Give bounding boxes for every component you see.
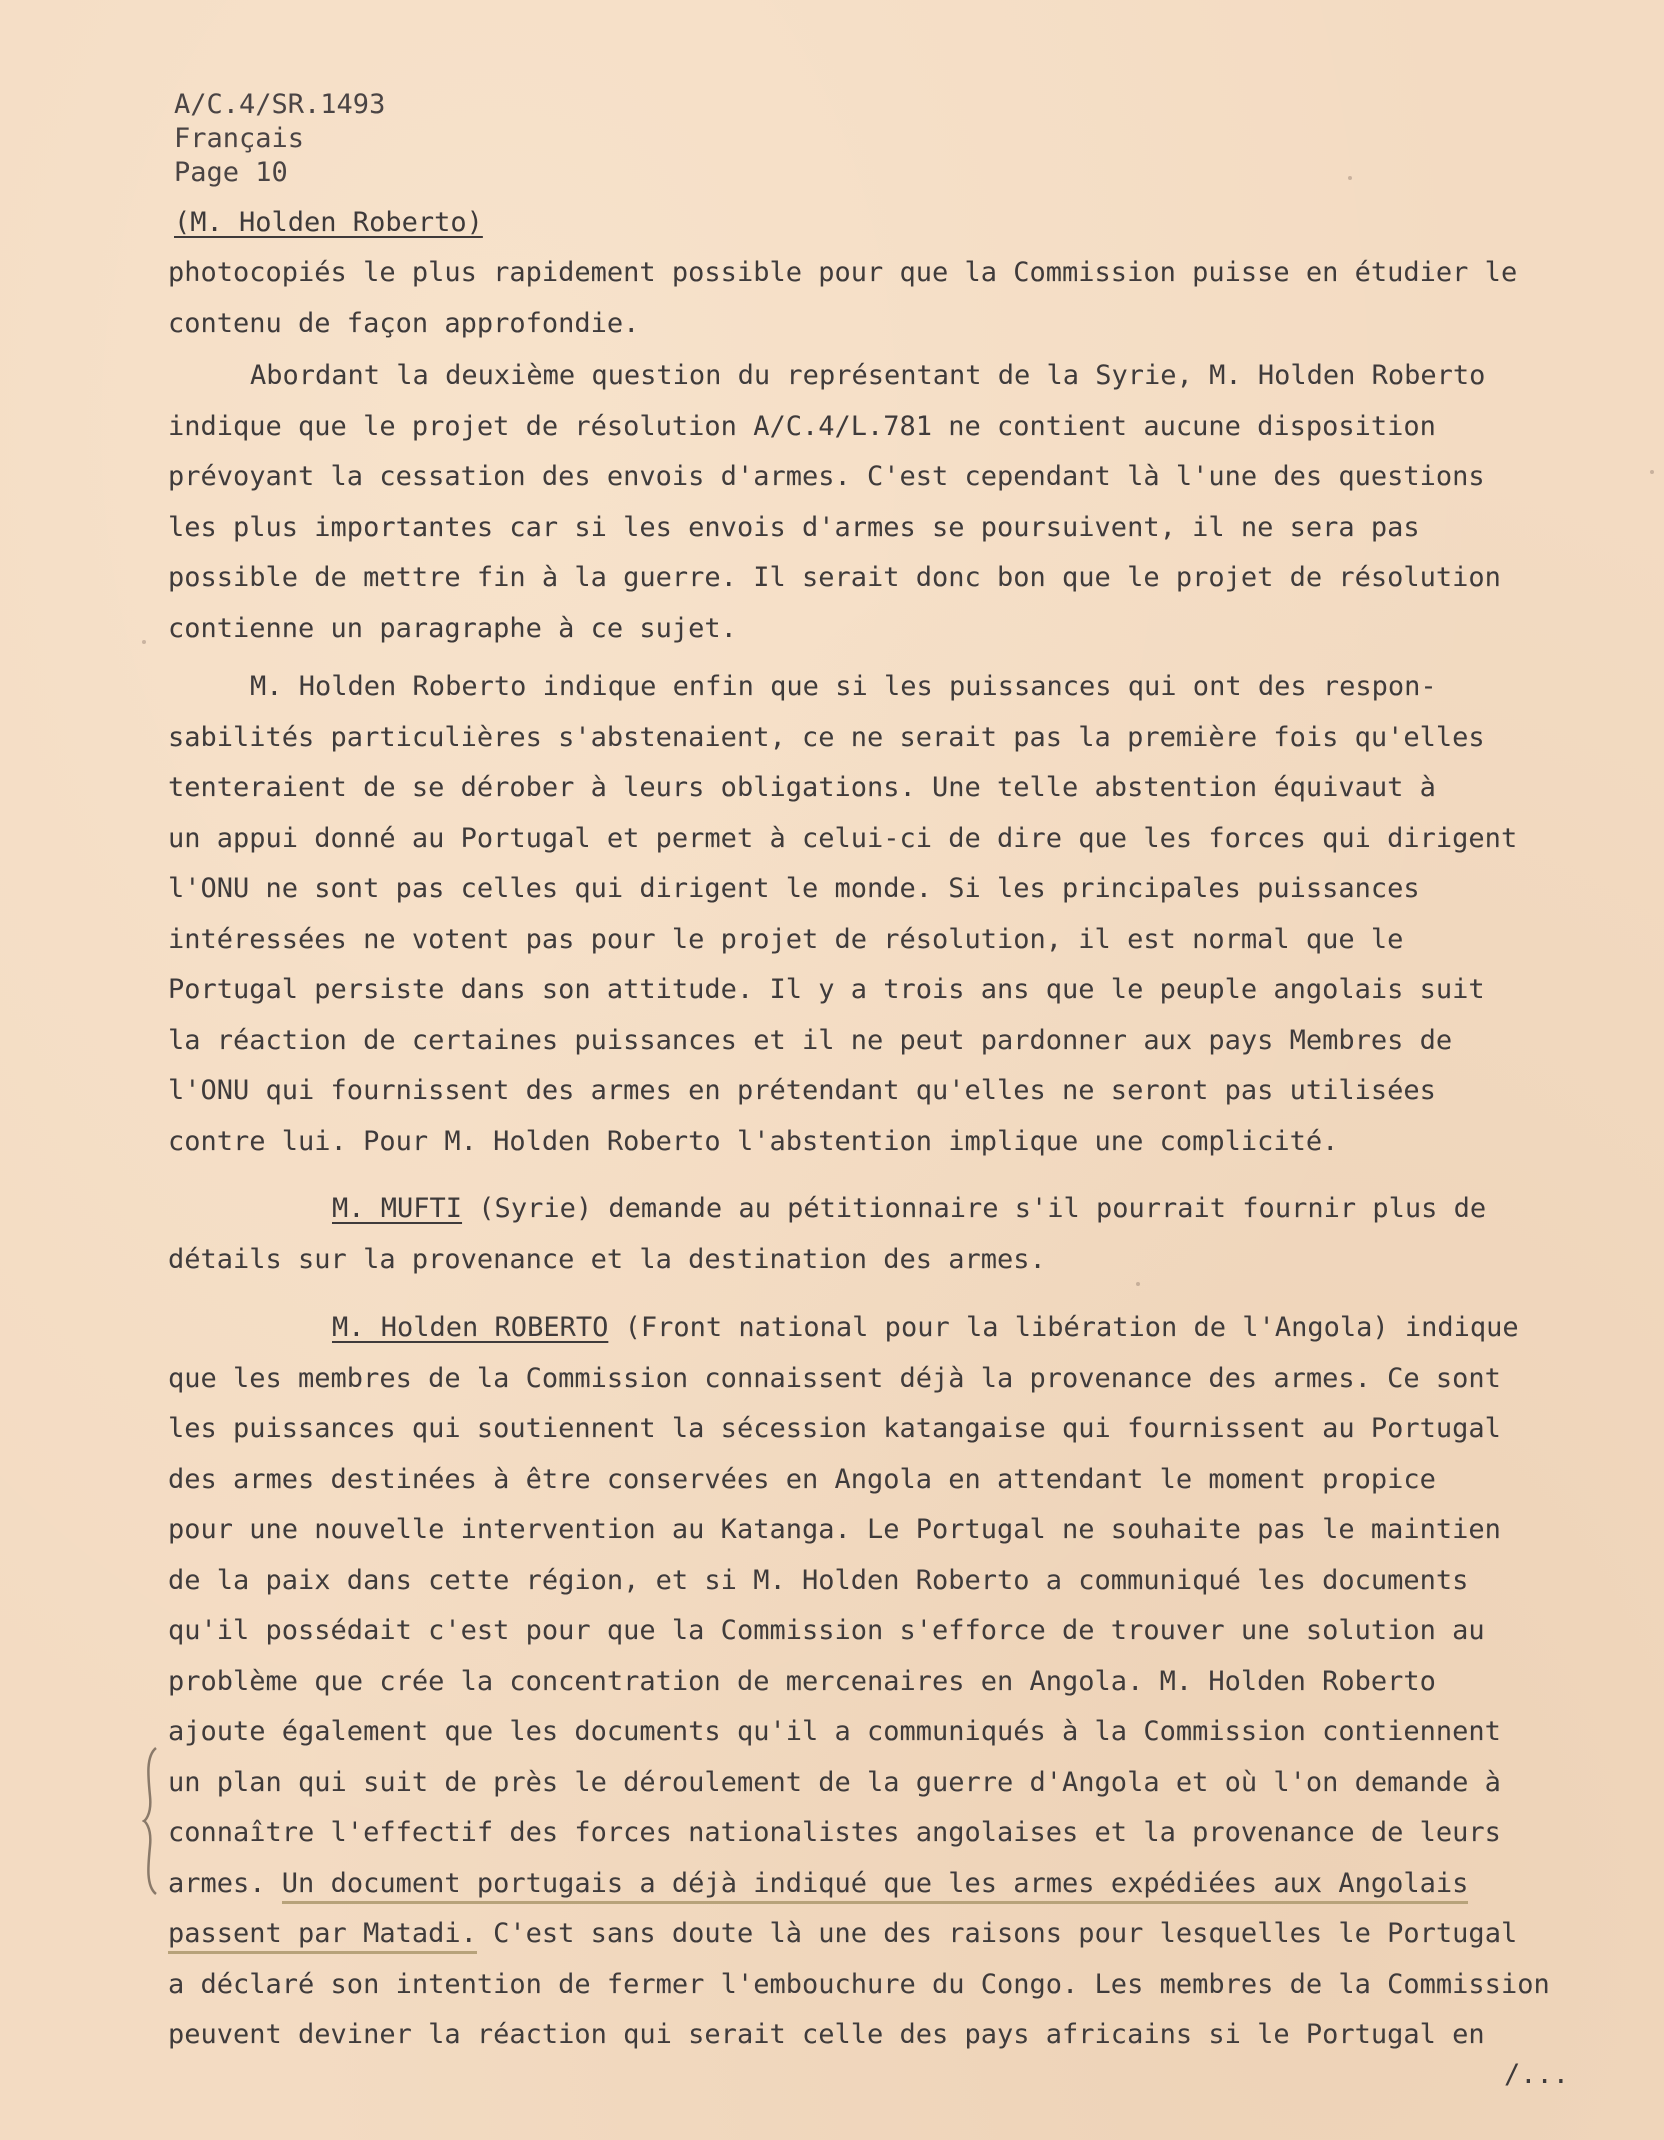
text-line: l'ONU qui fournissent des armes en prétendant qu'elles ne seront pas utilisées — [168, 1075, 1436, 1106]
speaker-reference: (M. Holden Roberto) — [174, 207, 483, 238]
text-line: M. Holden Roberto indique enfin que si les puissances qui ont des respon- — [250, 671, 1437, 702]
text-line: Portugal persiste dans son attitude. Il y a trois ans que le peuple angolais suit — [168, 974, 1485, 1005]
text-line: Abordant la deuxième question du représentant de la Syrie, M. Holden Roberto — [250, 360, 1486, 391]
margin-bracket-annotation — [142, 1746, 160, 1896]
text-line: M. Holden ROBERTO (Front national pour la libération de l'Angola) indique — [332, 1312, 1519, 1343]
text-line: passent par Matadi. C'est sans doute là une des raisons pour lesquelles le Portugal — [168, 1909, 1608, 1960]
paper-speck — [1650, 470, 1654, 474]
highlighted-passage: passent par Matadi. — [168, 1918, 477, 1954]
text-line: les plus importantes car si les envois d'armes se poursuivent, il ne sera pas — [168, 511, 1420, 543]
document-header — [174, 88, 385, 190]
text-line: tenteraient de se dérober à leurs obligations. Une telle abstention équivaut à — [168, 772, 1436, 803]
continuation-mark: /... — [1504, 2059, 1570, 2090]
text-line: connaître l'effectif des forces nationalistes angolaises et la provenance de leurs — [168, 1817, 1501, 1848]
text-line: les puissances qui soutiennent la sécession katangaise qui fournissent au Portugal — [168, 1413, 1501, 1444]
text-line: a déclaré son intention de fermer l'embouchure du Congo. Les membres de la Commission — [168, 1968, 1550, 2000]
paragraph-3 — [168, 662, 1608, 1167]
text-line: prévoyant la cessation des envois d'armes. C'est cependant là l'une des questions — [168, 461, 1485, 492]
text-line: l'ONU ne sont pas celles qui dirigent le monde. Si les principales puissances — [168, 873, 1420, 904]
text-line: détails sur la provenance et la destination des armes. — [168, 1243, 1046, 1275]
text-line: intéressées ne votent pas pour le projet de résolution, il est normal que le — [168, 923, 1404, 955]
text-line: contre lui. Pour M. Holden Roberto l'abstention implique une complicité. — [168, 1125, 1339, 1157]
speaker-name: M. MUFTI — [332, 1193, 463, 1224]
highlighted-passage: Un document portugais a déjà indiqué que les armes expédiées aux Angolais — [282, 1868, 1469, 1904]
text-line: photocopiés le plus rapidement possible pour que la Commission puisse en étudier le — [168, 257, 1518, 288]
paragraph-1 — [168, 248, 1608, 349]
text-line: armes. Un document portugais a déjà indiqué que les armes expédiées aux Angolais — [168, 1859, 1608, 1910]
text-line: contienne un paragraphe à ce sujet. — [168, 612, 737, 644]
text-line: ajoute également que les documents qu'il a communiqués à la Commission contiennent — [168, 1716, 1501, 1747]
text-line: que les membres de la Commission connaissent déjà la provenance des armes. Ce sont — [168, 1362, 1501, 1394]
text-line: de la paix dans cette région, et si M. Holden Roberto a communiqué les documents — [168, 1564, 1469, 1596]
text-line: un appui donné au Portugal et permet à celui-ci de dire que les forces qui dirigent — [168, 822, 1518, 854]
document-language: Français — [174, 123, 305, 154]
text-line: un plan qui suit de près le déroulement de la guerre d'Angola et où l'on demande à — [168, 1766, 1501, 1798]
text-line: M. MUFTI (Syrie) demande au pétitionnaire s'il pourrait fournir plus de — [332, 1193, 1487, 1224]
text-line: problème que crée la concentration de mercenaires en Angola. M. Holden Roberto — [168, 1665, 1436, 1697]
paragraph-roberto — [168, 1303, 1608, 2061]
text-line: possible de mettre fin à la guerre. Il serait donc bon que le projet de résolution — [168, 562, 1501, 593]
paragraph-mufti — [168, 1184, 1608, 1285]
paragraph-2 — [168, 351, 1608, 654]
text-line: indique que le projet de résolution A/C.4/L.781 ne contient aucune disposition — [168, 410, 1436, 442]
text-line: des armes destinées à être conservées en Angola en attendant le moment propice — [168, 1463, 1436, 1495]
paper-speck — [1348, 176, 1352, 180]
text-line: peuvent deviner la réaction qui serait celle des pays africains si le Portugal en — [168, 2019, 1485, 2050]
text-line: la réaction de certaines puissances et il ne peut pardonner aux pays Membres de — [168, 1024, 1453, 1056]
text-line: contenu de façon approfondie. — [168, 307, 640, 339]
text-line: pour une nouvelle intervention au Katanga. Le Portugal ne souhaite pas le maintien — [168, 1514, 1501, 1545]
text-line: sabilités particulières s'abstenaient, ce ne serait pas la première fois qu'elles — [168, 721, 1485, 753]
paper-speck — [142, 640, 146, 644]
document-symbol: A/C.4/SR.1493 — [174, 89, 386, 120]
paper-speck — [1136, 1282, 1140, 1286]
page-number: Page 10 — [174, 157, 288, 188]
speaker-name: M. Holden ROBERTO — [332, 1312, 609, 1343]
text-line: qu'il possédait c'est pour que la Commission s'efforce de trouver une solution au — [168, 1615, 1485, 1646]
